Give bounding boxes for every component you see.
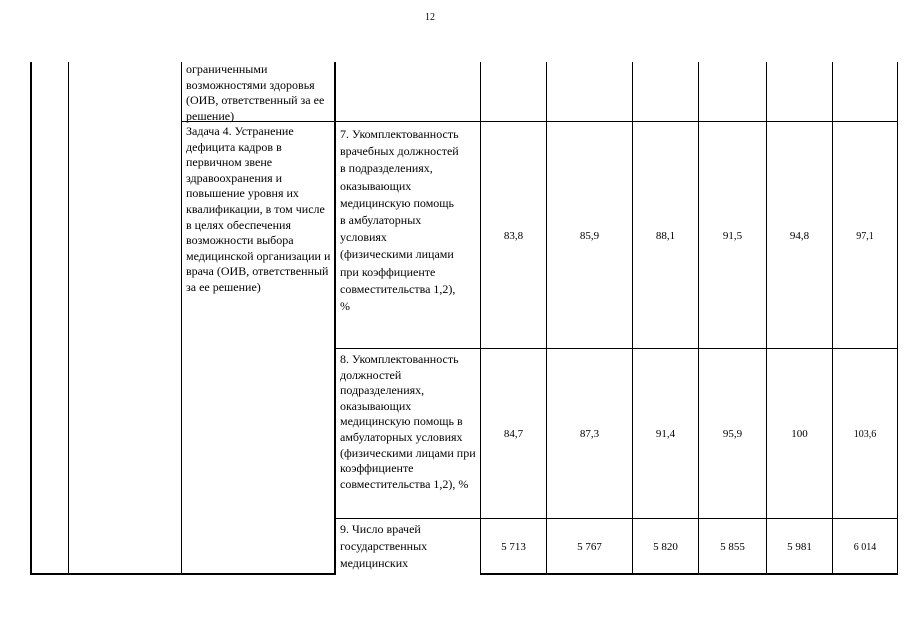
task-4-cell: Задача 4. Устранение дефицита кадров в первичном звене здравоохранения и повышение уровня их квалификации, в том числе в целях обеспечения возможности выбора медицинской организации и врача (ОИВ, ответственный за ее решение)	[186, 124, 331, 294]
row-divider	[334, 121, 898, 122]
column-divider	[68, 62, 69, 575]
table-cell-value: 91,4	[655, 428, 676, 440]
row-divider	[334, 518, 898, 519]
continued-objective-cell: ограниченными возможностями здоровья (ОИВ, ответственный за ее решение)	[186, 62, 325, 123]
column-divider	[546, 62, 547, 575]
table-cell-value: 5 855	[720, 541, 745, 553]
table-cell-value: 83,8	[503, 230, 524, 242]
table-cell-value: 6 014	[853, 542, 877, 553]
column-divider	[480, 62, 481, 575]
table-cell-value: 100	[791, 428, 808, 440]
table-cell-value: 5 981	[787, 541, 812, 553]
column-divider	[698, 62, 699, 575]
table-bottom-border	[30, 573, 336, 575]
table-cell-value: 85,9	[579, 230, 600, 242]
table-cell-value: 95,9	[722, 428, 743, 440]
table-cell-value: 87,3	[579, 428, 600, 440]
table-right-border	[897, 62, 898, 575]
column-divider	[766, 62, 767, 575]
table-bottom-border	[480, 573, 898, 575]
indicator-8-cell: 8. Укомплектованность должностей подразделениях, оказывающих медицинскую помощь в амбулаторных условиях (физическими лицами при коэффициенте совместительства 1,2), %	[340, 352, 476, 491]
column-divider	[632, 62, 633, 575]
column-divider	[832, 62, 833, 575]
page-number: 12	[425, 12, 435, 23]
indicator-9-cell: 9. Число врачей государственных медицинских	[340, 522, 428, 570]
row-divider	[334, 348, 898, 349]
table-cell-value: 97,1	[856, 231, 874, 242]
table-cell-value: 5 820	[653, 541, 678, 553]
table-cell-value: 88,1	[655, 230, 676, 242]
indicator-7-cell: 7. Укомплектованность врачебных должностей в подразделениях, оказывающих медицинскую помощь в амбулаторных условиях (физическими лицами при коэффициенте совместительства 1,2), %	[340, 127, 459, 314]
table-cell-value: 84,7	[503, 428, 524, 440]
table-cell-value: 5 713	[501, 541, 526, 553]
table-cell-value: 91,5	[722, 230, 743, 242]
table-left-border	[30, 62, 32, 575]
column-divider	[181, 62, 182, 575]
table-cell-value: 5 767	[577, 541, 602, 553]
table-cell-value: 94,8	[789, 230, 810, 242]
column-divider	[334, 62, 336, 575]
table-cell-value: 103,6	[853, 429, 877, 440]
